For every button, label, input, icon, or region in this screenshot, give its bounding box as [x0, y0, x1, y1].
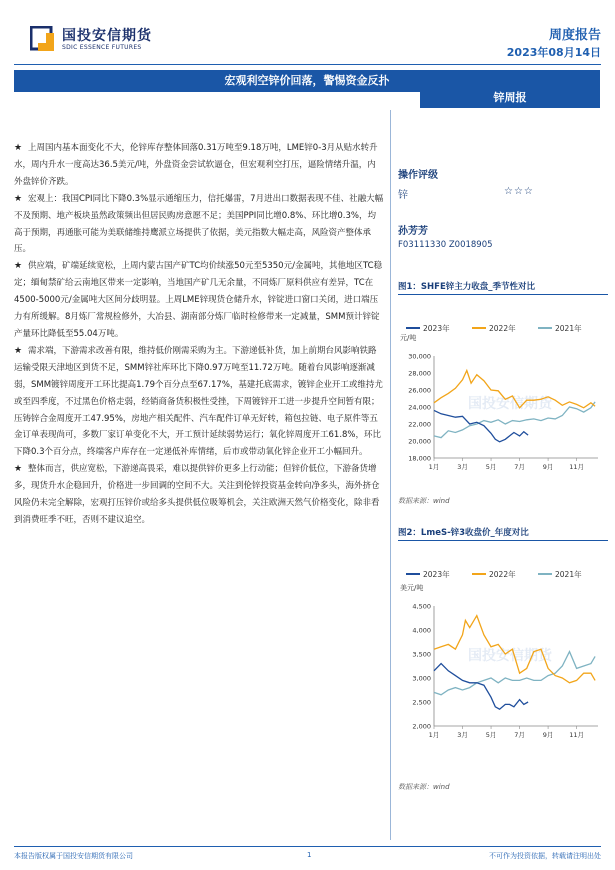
page-number: 1: [307, 851, 312, 859]
paragraph: [14, 140, 384, 191]
legend-label: 2022年: [489, 570, 516, 579]
paragraph: [14, 461, 384, 529]
x-tick-label: 11月: [569, 731, 584, 739]
y-tick-label: 4,500: [412, 602, 431, 611]
y-tick-label: 2,500: [412, 698, 431, 707]
x-tick-label: 5月: [485, 463, 497, 471]
report-title-banner: 宏观利空锌价回落，警惕资金反扑: [14, 70, 600, 92]
x-tick-label: 7月: [514, 731, 525, 739]
legend-label: 2022年: [489, 324, 516, 333]
y-tick-label: 3,500: [412, 650, 431, 659]
star-bullet-icon: ★: [14, 345, 23, 356]
x-tick-label: 11月: [569, 463, 584, 471]
footer-disclaimer: 不可作为投资依据，转载请注明出处: [489, 852, 601, 860]
figure-2-chart: [398, 560, 608, 750]
x-tick-label: 7月: [514, 463, 525, 471]
chart-watermark: 国投安信期货: [468, 396, 552, 412]
paragraph-text: 需求端，下游需求改善有限，维持低价刚需采购为主。下游递低补货，加上前期台风影响铁路运输受限天津地区到货不足，SMM锌社库环比下降0.97万吨至11.72万吨。随着台风影响逐渐减弱，SMM镀锌周度开工环比提高1.79个百分点至67.17%，基建托底需求，镀锌企业开工或维持尤或至四季度，不过黑色价格走弱，经销商备货积极性受挫，下周镀锌开工进一步提升空间暂有限；压铸锌合金周度开工47.95%，房地产相关配件、汽车配件订单无好转，箱包拉链、电子原件等五金订单表现尚可，多数厂家订单变化不大，开工预计延续弱势运行；氧化锌周度开工61.8%，环比下降0.3个百分点，终端客户库存在一定递低补库情绪，后市或带动氧化锌企业开工小幅回升。: [14, 345, 383, 458]
analyst-name: 孙芳芳: [398, 226, 428, 237]
legend-label: 2021年: [555, 570, 582, 579]
legend-label: 2023年: [423, 570, 450, 579]
paragraph-text: 宏观上：我国CPI同比下降0.3%显示通缩压力，信托爆雷，7月进出口数据表现不佳、社融大幅不及预期、地产板块虽然政策频出但居民购房意愿不足；美国PPI同比增0.8%、环比增0.3%，均高于预期，再通胀可能为美联储维持鹰派立场提供了依据，美元指数大幅走高，风险资产整体承压。: [14, 193, 384, 255]
paragraph: [14, 258, 384, 343]
paragraph-text: 整体而言，供应宽松，下游递高畏采，难以提供锌价更多上行动能；但锌价低位，下游备货增多，现货升水企稳回升，价格进一步回调的空间不大。关注到伦锌投资基金转向净多头，海外挤仓风险仍未完全解除，宏观打压锌价或给多头提供低位吸筹机会，关注欧洲天然气价格变化，除非看到消费旺季不旺，否则不建议追空。: [14, 464, 380, 525]
company-name-cn: 国投安信期货: [62, 28, 152, 44]
footer-copyright: 本报告版权属于国投安信期货有限公司: [14, 852, 133, 860]
y-tick-label: 28,000: [408, 369, 431, 378]
column-divider: [390, 110, 391, 840]
company-name-en: SDIC ESSENCE FUTURES: [62, 44, 142, 51]
legend-label: 2023年: [423, 324, 450, 333]
figure-2-title: 图2：LmeS-锌3收盘价_年度对比: [398, 528, 529, 538]
figure-1-title: 图1：SHFE锌主力收盘_季节性对比: [398, 282, 536, 292]
y-tick-label: 24,000: [408, 403, 431, 412]
y-tick-label: 18,000: [408, 454, 431, 463]
header-divider: [14, 64, 601, 65]
series-line: [434, 410, 528, 441]
figure-1-rule: [398, 294, 608, 295]
x-tick-label: 1月: [428, 731, 440, 739]
y-tick-label: 3,000: [412, 674, 431, 683]
paragraph-text: 上周国内基本面变化不大，伦锌库存整体回落0.31万吨至9.18万吨，LME锌0-3月从贴水转升水，周内升水一度高达36.5美元/吨，外盘资金尝试软逼仓，但宏观利空打压，逼险情绪升温，内外盘锌价齐跌。: [14, 143, 378, 187]
section-tag: 锌周报: [420, 88, 600, 108]
report-date: 2023年08月14日: [506, 46, 601, 59]
x-tick-label: 3月: [457, 463, 468, 471]
y-axis-unit: 元/吨: [400, 334, 417, 342]
logo-mark-icon: [30, 26, 56, 54]
figure-1-chart: [398, 298, 608, 488]
rating-stars: ☆☆☆: [504, 186, 534, 197]
paragraph: [14, 191, 384, 259]
y-tick-label: 20,000: [408, 437, 431, 446]
company-logo: [30, 24, 200, 60]
body-text: [14, 140, 384, 529]
report-type: 周度报告: [548, 28, 601, 43]
paragraph: [14, 343, 384, 461]
y-tick-label: 4,000: [412, 626, 431, 635]
figure-1-source: 数据来源：wind: [398, 497, 450, 505]
analyst-codes: F03111330 Z0018905: [398, 240, 493, 250]
star-bullet-icon: ★: [14, 261, 23, 272]
x-tick-label: 5月: [485, 731, 497, 739]
figure-2-rule: [398, 540, 608, 541]
series-line: [434, 664, 528, 710]
y-tick-label: 30,000: [408, 352, 431, 361]
star-bullet-icon: ★: [14, 143, 23, 153]
y-tick-label: 26,000: [408, 386, 431, 395]
chart-watermark: 国投安信期货: [468, 648, 552, 664]
star-bullet-icon: ★: [14, 193, 23, 204]
y-tick-label: 2,000: [412, 722, 431, 731]
x-tick-label: 9月: [542, 731, 554, 739]
x-tick-label: 9月: [542, 463, 554, 471]
rating-title: 操作评级: [398, 170, 438, 181]
footer-divider: [14, 846, 601, 847]
commodity-name: 锌: [398, 190, 408, 201]
legend-label: 2021年: [555, 324, 582, 333]
x-tick-label: 3月: [457, 731, 468, 739]
star-bullet-icon: ★: [14, 464, 23, 475]
y-tick-label: 22,000: [408, 420, 431, 429]
paragraph-text: 供应端，矿端延续宽松，上周内蒙古国产矿TC均价续涨50元至5350元/金属吨，其他地区TC稳定；缅甸禁矿给云南地区带来一定影响，当地国产矿几无余量，不同炼厂原料供应有差异，TC在4500-5000元/金属吨大区间分歧明显。上周LME锌现货仓储升水，锌锭进口窗口关闭，进口端压力有所缓解。8月炼厂常规检修外，大冶县、湖南部分炼厂临时检修带来一定减量，SMM预计锌锭产量环比降低至55.04万吨。: [14, 261, 383, 339]
y-axis-unit: 美元/吨: [400, 584, 424, 592]
figure-2-source: 数据来源：wind: [398, 783, 450, 791]
rating-row: [398, 186, 608, 201]
x-tick-label: 1月: [428, 463, 440, 471]
